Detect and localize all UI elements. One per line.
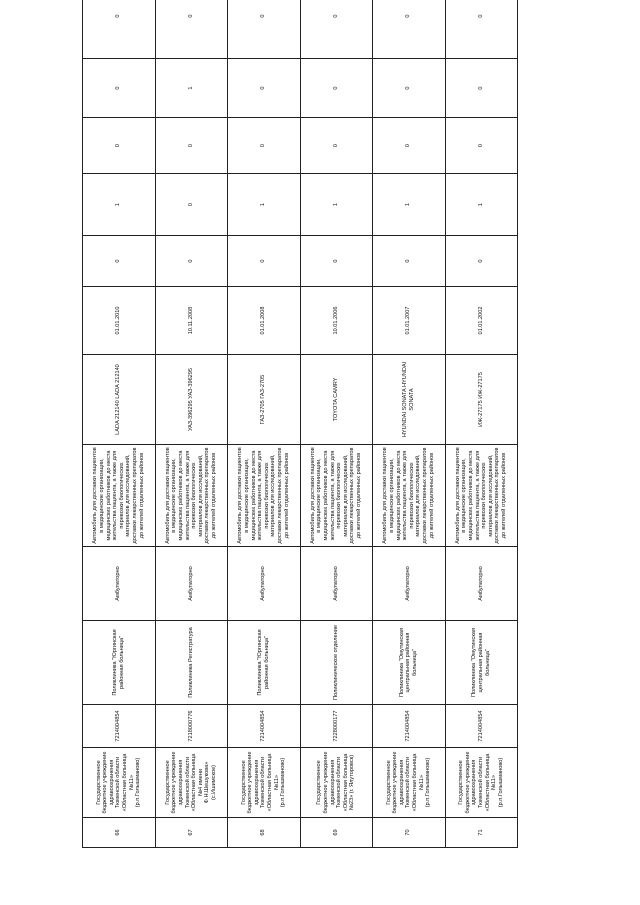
count-cell: 0 — [445, 0, 518, 59]
care-type-cell: Амбулаторно — [373, 547, 446, 621]
row-number-cell: 69 — [300, 818, 373, 848]
purpose-cell: Автомобиль для доставки пациентов в медицинские организации, медицинских работников до места жительства пациента, а также для перевозки биологических материалов для исследований, доставки лекарственных препаратов до жителей отдаленных районов — [83, 445, 156, 547]
purpose-cell: Автомобиль для доставки пациентов в медицинские организации, медицинских работников до места жительства пациента, а также для перевозки биологических материалов для исследований, доставки лекарственных препаратов до жителей отдаленных районов — [228, 445, 301, 547]
table-row — [445, 0, 518, 848]
care-type-cell: Амбулаторно — [300, 547, 373, 621]
inn-cell: 7218000776 — [155, 705, 228, 748]
count-cell: 0 — [155, 174, 228, 236]
table-row — [155, 0, 228, 848]
date-cell: 10.11.2008 — [155, 287, 228, 355]
care-type-cell: Амбулаторно — [228, 547, 301, 621]
purpose-cell: Автомобиль для доставки пациентов в медицинские организации, медицинских работников до места жительства пациента, а также для перевозки биологических материалов для исследований, доставки лекарственных препаратов до жителей отдаленных районов — [155, 445, 228, 547]
date-cell: 01.01.2007 — [373, 287, 446, 355]
purpose-cell: Автомобиль для доставки пациентов в медицинские организации, медицинских работников до места жительства пациента, а также для перевозки биологических материалов для исследований, доставки лекарственных препаратов до жителей отдаленных районов — [373, 445, 446, 547]
count-cell: 0 — [373, 118, 446, 174]
unit-cell: Поликлиническое отделение — [300, 621, 373, 705]
table-body — [83, 0, 518, 848]
date-cell: 01.01.2002 — [445, 287, 518, 355]
inn-cell: 7228000177 — [300, 705, 373, 748]
inn-cell: 7214004854 — [373, 705, 446, 748]
count-cell: 1 — [373, 174, 446, 236]
count-cell: 0 — [228, 236, 301, 287]
unit-cell: Поликлиника "Юргинская районная больница" — [228, 621, 301, 705]
count-cell: 0 — [300, 0, 373, 59]
brand-model-cell: ИЖ-27175 ИЖ-27175 — [445, 355, 518, 445]
brand-model-cell: HYUNDAI SONATA HYUNDAI SONATA — [373, 355, 446, 445]
row-number-cell: 70 — [373, 818, 446, 848]
row-number-cell: 67 — [155, 818, 228, 848]
organization-cell: Государственное бюджетное учреждение здравоохранения Тюменской области «Областная больница №11» (р.п.Голышманово) — [373, 748, 446, 818]
count-cell: 0 — [373, 236, 446, 287]
unit-cell: Поликлиника "Омутинская центральная районная больница" — [445, 621, 518, 705]
row-number-cell: 71 — [445, 818, 518, 848]
row-number-cell: 66 — [83, 818, 156, 848]
count-cell: 0 — [155, 118, 228, 174]
brand-model-cell: УАЗ-396295 УАЗ-396295 — [155, 355, 228, 445]
care-type-cell: Амбулаторно — [445, 547, 518, 621]
unit-cell: Поликлиника Регистратура — [155, 621, 228, 705]
count-cell: 0 — [300, 118, 373, 174]
date-cell: 10.01.2006 — [300, 287, 373, 355]
count-cell: 0 — [228, 0, 301, 59]
care-type-cell: Амбулаторно — [83, 547, 156, 621]
vehicle-register-table — [82, 0, 518, 848]
count-cell: 1 — [300, 174, 373, 236]
count-cell: 1 — [228, 174, 301, 236]
table-row — [83, 0, 156, 848]
count-cell: 0 — [83, 59, 156, 118]
count-cell: 0 — [228, 59, 301, 118]
count-cell: 0 — [83, 0, 156, 59]
brand-model-cell: ГАЗ-2705 ГАЗ-2705 — [228, 355, 301, 445]
inn-cell: 7214004854 — [83, 705, 156, 748]
purpose-cell: Автомобиль для доставки пациентов в медицинские организации, медицинских работников до места жительства пациента, а также для перевозки биологических материалов для исследований, доставки лекарственных препаратов до жителей отдаленных районов — [445, 445, 518, 547]
count-cell: 0 — [300, 59, 373, 118]
brand-model-cell: LADA 212140 LADA 212140 — [83, 355, 156, 445]
unit-cell: Поликлиника "Омутинская центральная районная больница" — [373, 621, 446, 705]
count-cell: 0 — [373, 59, 446, 118]
date-cell: 01.01.2008 — [228, 287, 301, 355]
count-cell: 0 — [155, 236, 228, 287]
brand-model-cell: TOYOTA CAMRY — [300, 355, 373, 445]
count-cell: 1 — [83, 174, 156, 236]
organization-cell: Государственное бюджетное учреждение здравоохранения Тюменской области «Областная больница №23» (г. Ялуторовск) — [300, 748, 373, 818]
count-cell: 0 — [228, 118, 301, 174]
inn-cell: 7214004854 — [228, 705, 301, 748]
count-cell: 0 — [83, 236, 156, 287]
date-cell: 01.01.2010 — [83, 287, 156, 355]
count-cell: 0 — [373, 0, 446, 59]
count-cell: 1 — [155, 59, 228, 118]
count-cell: 0 — [83, 118, 156, 174]
table-row — [300, 0, 373, 848]
unit-cell: Поликлиника "Юргинская районная больница" — [83, 621, 156, 705]
table-row — [228, 0, 301, 848]
organization-cell: Государственное бюджетное учреждение здравоохранения Тюменской области «Областная больница №11» (р.п.Голышманово) — [228, 748, 301, 818]
care-type-cell: Амбулаторно — [155, 547, 228, 621]
count-cell: 1 — [445, 174, 518, 236]
table-row — [373, 0, 446, 848]
rotated-table-container — [82, 14, 518, 848]
count-cell: 0 — [445, 118, 518, 174]
organization-cell: Государственное бюджетное учреждение здравоохранения Тюменской области «Областная больница №11» (р.п.Голышманово) — [83, 748, 156, 818]
purpose-cell: Автомобиль для доставки пациентов в медицинские организации, медицинских работников до места жительства пациента, а также для перевозки биологических материалов для исследований, доставки лекарственных препаратов до жителей отдаленных районов — [300, 445, 373, 547]
count-cell: 0 — [300, 236, 373, 287]
organization-cell: Государственное бюджетное учреждение здравоохранения Тюменской области «Областная больница №11» (р.п.Голышманово) — [445, 748, 518, 818]
inn-cell: 7214004854 — [445, 705, 518, 748]
count-cell: 0 — [445, 59, 518, 118]
count-cell: 0 — [155, 0, 228, 59]
organization-cell: Государственное бюджетное учреждение здравоохранения Тюменской области «Областная больница №4 имени Ф.Н.Шешукова» (с.Ишимское) — [155, 748, 228, 818]
row-number-cell: 68 — [228, 818, 301, 848]
count-cell: 0 — [445, 236, 518, 287]
